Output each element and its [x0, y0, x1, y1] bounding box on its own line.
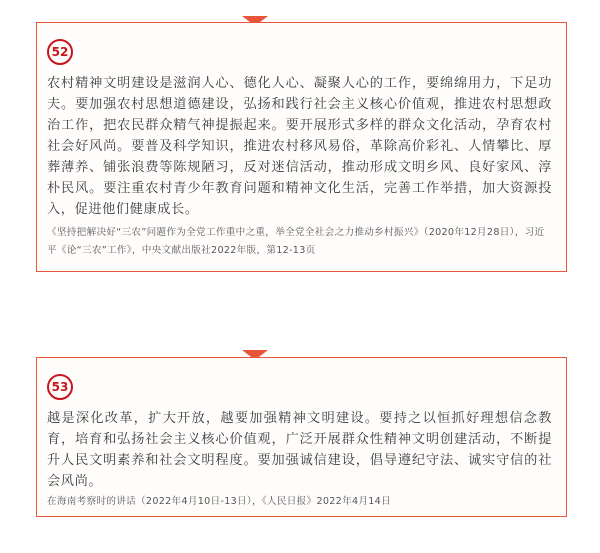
quote-card — [36, 22, 567, 272]
quote-text: 农村精神文明建设是滋润人心、德化人心、凝聚人心的工作，要绵绵用力，下足功夫。要加强农村思想道德建设，弘扬和践行社会主义核心价值观，推进农村思想政治工作，把农民群众精气神提振起来。要开展形式多样的群众文化活动，孕育农村社会好风尚。要普及科学知识，推进农村移风易俗，革除高价彩礼、人情攀比、厚葬薄养、铺张浪费等陈规陋习，反对迷信活动，推动形成文明乡风、良好家风、淳朴民风。要注重农村青少年教育问题和精神文化生活，完善工作举措，加大资源投入，促进他们健康成长。 — [47, 76, 552, 217]
quote-card — [36, 357, 567, 517]
number-badge: 52 — [47, 39, 73, 65]
quote-text: 越是深化改革，扩大开放，越要加强精神文明建设。要持之以恒抓好理想信念教育，培育和弘扬社会主义核心价值观，广泛开展群众性精神文明创建活动，不断提升人民文明素养和社会文明程度。要加强诚信建设，倡导遵纪守法、诚实守信的社会风尚。 — [47, 411, 552, 489]
number-badge: 53 — [47, 374, 73, 400]
quote-source: 《坚持把解决好“三农”问题作为全党工作重中之重，举全党全社会之力推动乡村振兴》（2020年12月28日），习近平《论“三农”工作》，中央文献出版社2022年版，第12-13页 — [47, 227, 545, 256]
quote-source: 在海南考察时的讲话（2022年4月10日-13日），《人民日报》2022年4月14日 — [47, 496, 391, 507]
